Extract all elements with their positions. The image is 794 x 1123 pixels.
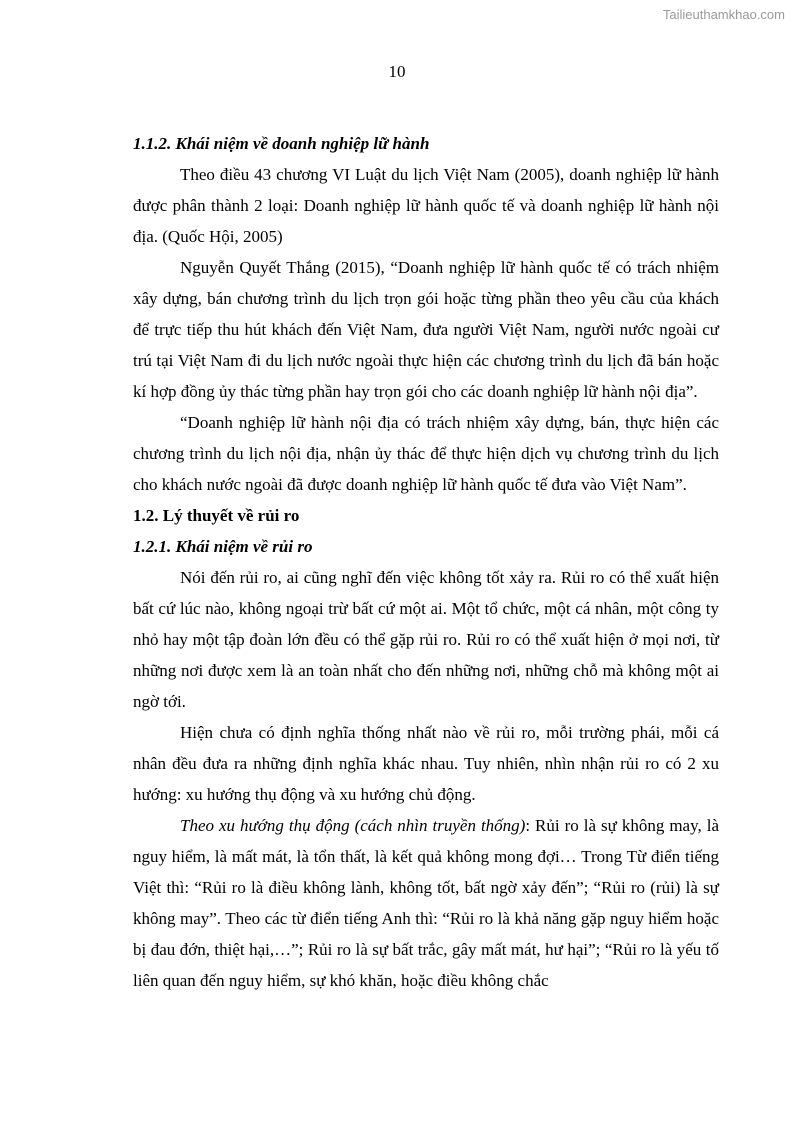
paragraph: Nói đến rủi ro, ai cũng nghĩ đến việc không tốt xảy ra. Rủi ro có thể xuất hiện bất cứ lúc nào, không ngoại trừ bất cứ một ai. Một tổ chức, một cá nhân, một công ty nhỏ hay một tập đoàn lớn đều có thể gặp rủi ro. Rủi ro có thể xuất hiện ở mọi nơi, từ những nơi được xem là an toàn nhất cho đến những nơi, những chỗ mà không một ai ngờ tới.: [133, 568, 719, 711]
paragraph: Nguyễn Quyết Thắng (2015), “Doanh nghiệp lữ hành quốc tế có trách nhiệm xây dựng, bán chương trình du lịch trọn gói hoặc từng phần theo yêu cầu của khách để trực tiếp thu hút khách đến Việt Nam, đưa người Việt Nam, người nước ngoài cư trú tại Việt Nam đi du lịch nước ngoài thực hiện các chương trình du lịch đã bán hoặc kí hợp đồng ủy thác từng phần hay trọn gói cho các doanh nghiệp lữ hành nội địa”.: [133, 258, 719, 401]
page-number: 10: [388, 62, 406, 81]
paragraph: Hiện chưa có định nghĩa thống nhất nào về rủi ro, mỗi trường phái, mỗi cá nhân đều đưa ra những định nghĩa khác nhau. Tuy nhiên, nhìn nhận rủi ro có 2 xu hướng: xu hướng thụ động và xu hướng chủ động.: [133, 723, 719, 804]
paragraph: [133, 810, 719, 996]
watermark: Tailieuthamkhao.com: [662, 7, 785, 22]
document-body: [133, 128, 719, 996]
paragraph: Theo điều 43 chương VI Luật du lịch Việt Nam (2005), doanh nghiệp lữ hành được phân thành 2 loại: Doanh nghiệp lữ hành quốc tế và doanh nghiệp lữ hành nội địa. (Quốc Hội, 2005): [133, 165, 719, 246]
paragraph: “Doanh nghiệp lữ hành nội địa có trách nhiệm xây dựng, bán, thực hiện các chương trình du lịch nội địa, nhận ủy thác để thực hiện dịch vụ chương trình du lịch cho khách nước ngoài đã được doanh nghiệp lữ hành quốc tế đưa vào Việt Nam”.: [133, 413, 719, 494]
section-heading-1-1-2: 1.1.2. Khái niệm về doanh nghiệp lữ hành: [133, 134, 430, 153]
section-heading-1-2: 1.2. Lý thuyết về rủi ro: [133, 506, 300, 525]
section-heading-1-2-1: 1.2.1. Khái niệm về rủi ro: [133, 537, 313, 556]
paragraph-lead-italic: Theo xu hướng thụ động (cách nhìn truyền thống): [180, 816, 526, 835]
paragraph-rest: : Rủi ro là sự không may, là nguy hiểm, là mất mát, là tổn thất, là kết quả không mong đợi… Trong Từ điển tiếng Việt thì: “Rủi ro là điều không lành, không tốt, bất ngờ xảy đến”; “Rủi ro (rủi) là sự không may”. Theo các từ điển tiếng Anh thì: “Rủi ro là khả năng gặp nguy hiểm hoặc bị đau đớn, thiệt hại,…”; Rủi ro là sự bất trắc, gây mất mát, hư hại”; “Rủi ro là yếu tố liên quan đến nguy hiểm, sự khó khăn, hoặc điều không chắc: [133, 816, 719, 990]
